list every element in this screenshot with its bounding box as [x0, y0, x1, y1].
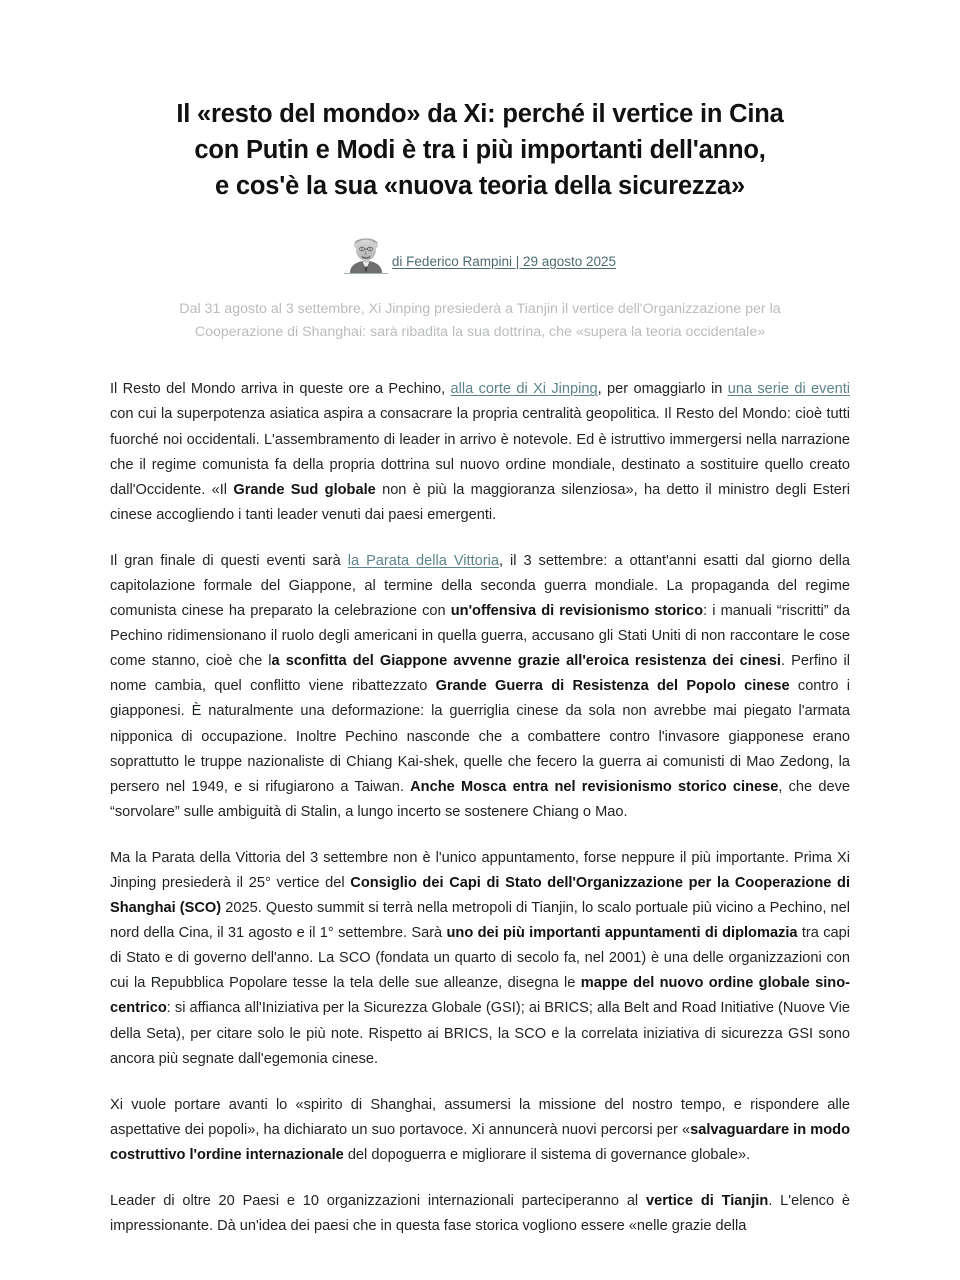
paragraph-4: Xi vuole portare avanti lo «spirito di Shanghai, assumersi la missione del nostro tempo, e rispondere alle aspettative dei popoli», ha dichiarato un suo portavoce. Xi annuncerà nuovi percorsi per «salvaguardare in modo costruttivo l'ordine internazionale del dopoguerra e migliorare il sistema di governance globale». — [110, 1096, 850, 1163]
headline-line-1: Il «resto del mondo» da Xi: perché il vertice in Cina — [176, 100, 784, 128]
article-container — [110, 0, 850, 1239]
standfirst: Dal 31 agosto al 3 settembre, Xi Jinping presiederà a Tianjin il vertice dell'Organizzazione per la Cooperazione di Shanghai: sarà ribadita la sua dottrina, che «supera la teoria occidentale» — [179, 300, 781, 341]
headline-line-3: e cos'è la sua «nuova teoria della sicurezza» — [215, 172, 745, 201]
paragraph-2: Il gran finale di questi eventi sarà la Parata della Vittoria, il 3 settembre: a ottant'anni esatti dal giorno della capitolazione formale del Giappone, al termine della seconda guerra mondiale. La propaganda del regime comunista cinese ha preparato la celebrazione con un'offensiva di revisionismo storico: i manuali “riscritti” da Pechino ridimensionano il ruolo degli americani in quella guerra, accusano gli Stati Uniti di non raccontare le cose come stanno, cioè che la sconfitta del Giappone avvenne grazie all'eroica resistenza dei cinesi. Perfino il nome cambia, quel conflitto viene ribattezzato Grande Guerra di Resistenza del Popolo cinese contro i giapponesi. È naturalmente una deformazione: la guerriglia cinese da sola non avrebbe mai piegato l'armata nipponica di occupazione. Inoltre Pechino nasconde che a combattere contro l'invasore giapponese erano soprattutto le truppe nazionaliste di Chiang Kai-shek, quelle che fecero la guerra ai comunisti di Mao Zedong, la persero nel 1949, e si rifugiarono a Taiwan. Anche Mosca entra nel revisionismo storico cinese, che deve “sorvolare” sulle ambiguità di Stalin, a lungo incerto se sostenere Chiang o Mao. — [110, 552, 850, 820]
headline-line-2: con Putin e Modi è tra i più importanti dell'anno, — [194, 136, 766, 165]
article-body — [110, 377, 850, 1239]
page-title — [110, 96, 850, 205]
inline-link-la-parata-della-vittoria[interactable]: la Parata della Vittoria — [347, 552, 499, 569]
byline — [110, 231, 850, 274]
paragraph-5: Leader di oltre 20 Paesi e 10 organizzazioni internazionali parteciperanno al vertice di Tianjin. L'elenco è impressionante. Dà un'idea dei paesi che in questa fase storica vogliono essere «nelle grazie della — [110, 1193, 850, 1235]
inline-link-una-serie-di-eventi[interactable]: una serie di eventi — [727, 381, 850, 398]
byline-link[interactable]: di Federico Rampini | 29 agosto 2025 — [391, 253, 617, 269]
paragraph-3: Ma la Parata della Vittoria del 3 settembre non è l'unico appuntamento, forse neppure il più importante. Prima Xi Jinping presiederà il 25° vertice del Consiglio dei Capi di Stato dell'Organizzazione per la Cooperazione di Shanghai (SCO) 2025. Questo summit si terrà nella metropoli di Tianjin, lo scalo portuale più vicino a Pechino, nel nord della Cina, il 31 agosto e il 1° settembre. Sarà uno dei più importanti appuntamenti di diplomazia tra capi di Stato e di governo dell'anno. La SCO (fondata un quarto di secolo fa, nel 2001) è una delle organizzazioni con cui la Repubblica Popolare tesse la tela delle sue alleanze, disegna le mappe del nuovo ordine globale sino-centrico: si affianca all'Iniziativa per la Sicurezza Globale (GSI); ai BRICS; alla Belt and Road Initiative (Nuove Vie della Seta), per citare solo le più note. Rispetto ai BRICS, la SCO e la correlata iniziativa di sicurezza GSI sono ancora più segnate dall'egemonia cinese. — [110, 849, 851, 1067]
paragraph-1: Il Resto del Mondo arriva in queste ore a Pechino, alla corte di Xi Jinping, per omaggiarlo in una serie di eventi con cui la superpotenza asiatica aspira a consacrare la propria centralità geopolitica. Il Resto del Mondo: cioè tutti fuorché noi occidentali. L'assembramento di leader in arrivo è notevole. Ed è istruttivo immergersi nella narrazione che il regime comunista fa della propria dottrina sul nuovo ordine mondiale, destinato a sostituire quello creato dall'Occidente. «Il Grande Sud globale non è più la maggioranza silenziosa», ha detto il ministro degli Esteri cinese accogliendo i tanti leader venuti dai paesi emergenti. — [110, 381, 850, 523]
inline-link-alla-corte-di-xi-jinping[interactable]: alla corte di Xi Jinping — [450, 381, 598, 398]
author-photo-icon — [344, 231, 388, 274]
